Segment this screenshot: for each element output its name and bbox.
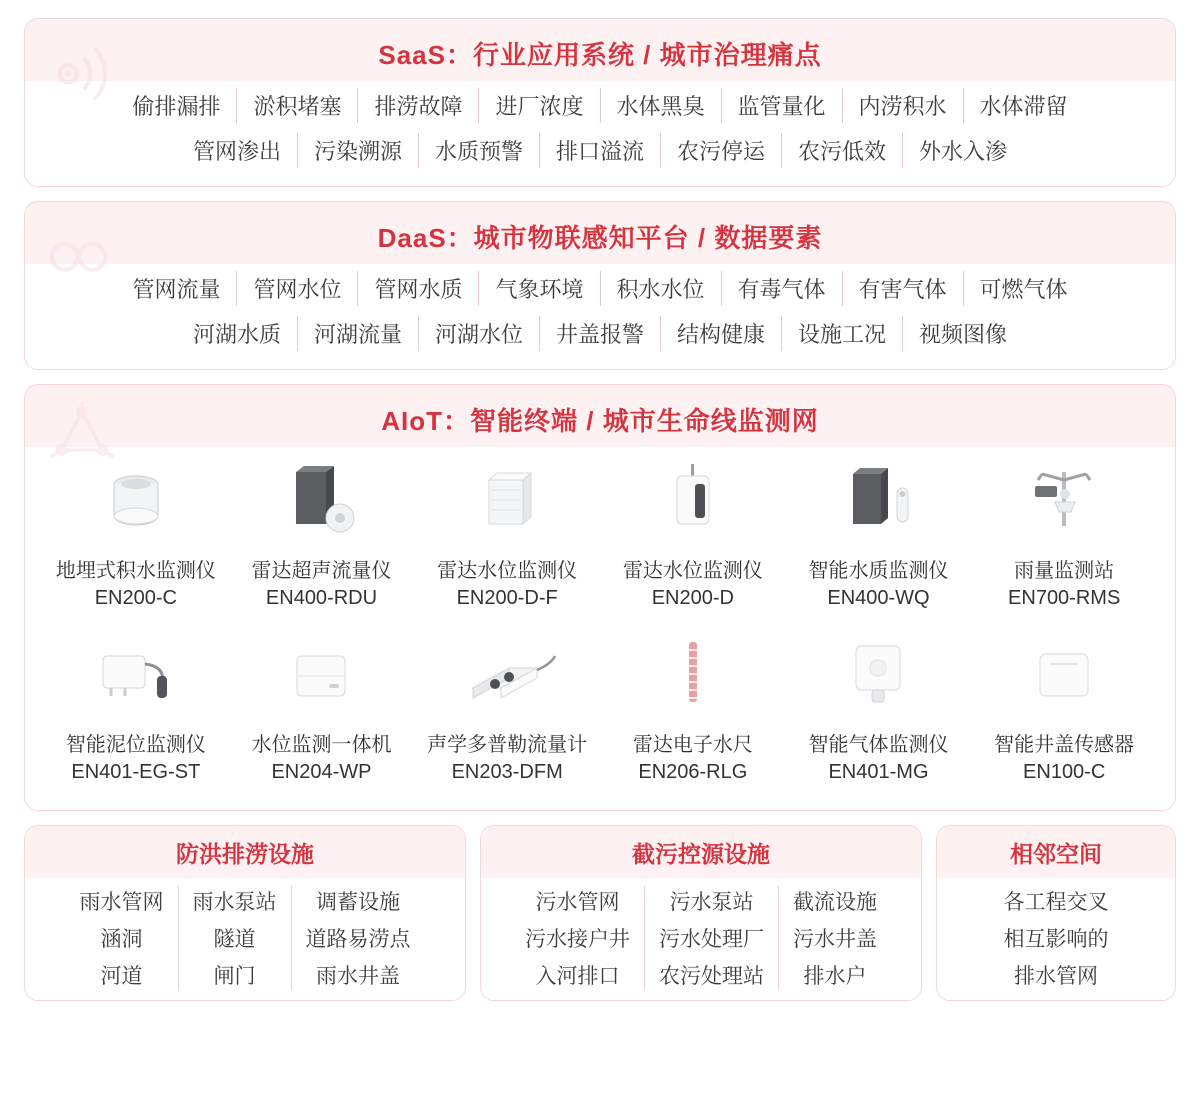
facility-item: 排水管网 [1014,965,1098,988]
saas-tag: 水质预警 [418,133,539,168]
electronic-water-gauge-icon [623,632,763,724]
gas-monitor-icon [808,632,948,724]
device-item [414,628,600,796]
daas-tag: 积水水位 [600,271,721,306]
facility-item: 排水户 [803,965,867,988]
device-item [600,454,786,622]
device-item [229,454,415,622]
daas-tag: 管网水位 [236,271,357,306]
facility-item: 雨水管网 [79,891,164,914]
radar-level-meter-icon [623,458,763,550]
daas-tag: 井盖报警 [539,316,660,351]
rain-gauge-station-icon [994,458,1134,550]
daas-tag: 有毒气体 [721,271,842,306]
facility-item: 涵洞 [100,928,143,951]
facility-item: 污水泵站 [669,891,754,914]
facility-column [178,886,291,990]
pollution-control-body [481,878,921,1000]
facility-item: 河道 [100,965,143,988]
saas-tag: 淤积堵塞 [236,88,357,123]
device-model: EN700-RMS [1008,587,1121,609]
saas-tag: 污染溯源 [297,133,418,168]
daas-tag: 河湖流量 [297,316,418,351]
device-model: EN401-MG [828,761,929,783]
doppler-flowmeter-icon [437,632,577,724]
device-item [600,628,786,796]
device-item [786,454,972,622]
daas-tag: 结构健康 [660,316,781,351]
facility-column [511,886,644,990]
manhole-cover-sensor-icon [994,632,1134,724]
device-name: 雷达超声流量仪 [251,560,392,582]
facility-item: 调蓄设施 [316,891,400,914]
device-model: EN206-RLG [638,761,748,783]
device-name: 智能泥位监测仪 [65,734,206,756]
device-model: EN204-WP [271,761,372,783]
flood-control-title: 防洪排涝设施 [25,826,465,878]
daas-tag: 设施工况 [781,316,902,351]
device-model: EN100-C [1023,761,1106,783]
daas-tag: 可燃气体 [963,271,1084,306]
saas-tag: 偷排漏排 [132,94,221,119]
device-name: 声学多普勒流量计 [427,734,588,756]
saas-card [24,18,1176,187]
device-name: 雨量监测站 [1014,560,1115,582]
device-item [971,628,1157,796]
device-model: EN400-WQ [827,587,930,609]
device-item [229,628,415,796]
device-name: 雷达电子水尺 [632,734,753,756]
facility-column [778,886,891,990]
facility-cards-row [24,825,1176,1001]
radar-level-meter-f-icon [437,458,577,550]
device-model: EN200-C [94,587,177,609]
facility-item: 雨水泵站 [192,891,277,914]
facility-item: 污水井盖 [793,928,877,951]
pollution-control-card [480,825,922,1001]
facility-item: 闸门 [213,965,256,988]
daas-tag: 气象环境 [478,271,599,306]
adjacent-space-card [936,825,1176,1001]
pollution-control-title: 截污控源设施 [481,826,921,878]
facility-column [66,886,178,990]
daas-tag: 管网水质 [357,271,478,306]
saas-tag: 排涝故障 [357,88,478,123]
facility-item: 污水接户井 [525,928,630,951]
facility-item: 入河排口 [535,965,620,988]
saas-tag: 排口溢流 [539,133,660,168]
flood-control-body [25,878,465,1000]
aiot-card [24,384,1176,811]
facility-column [291,886,425,990]
saas-tag: 农污停运 [660,133,781,168]
device-name: 智能气体监测仪 [808,734,949,756]
daas-tag: 视频图像 [902,316,1023,351]
radar-ultrasonic-flowmeter-icon [251,458,391,550]
facility-item: 各工程交叉 [1003,891,1109,914]
facility-item: 截流设施 [793,891,877,914]
saas-tag: 监管量化 [721,88,842,123]
device-item [43,628,229,796]
daas-tag: 管网流量 [132,277,221,302]
saas-tag: 水体滞留 [963,88,1084,123]
daas-tag-row-1 [53,271,1147,306]
daas-tag: 河湖水位 [418,316,539,351]
saas-tag: 农污低效 [781,133,902,168]
device-model: EN400-RDU [265,587,378,609]
device-name: 水位监测一体机 [251,734,392,756]
daas-tag-rows [25,265,1175,369]
daas-tag: 有害气体 [842,271,963,306]
facility-column [644,886,778,990]
facility-item: 隧道 [213,928,256,951]
saas-tag-row-2 [53,133,1147,168]
device-name: 智能水质监测仪 [808,560,949,582]
daas-title: DaaS：城市物联感知平台 / 数据要素 [377,223,823,253]
flood-control-card [24,825,466,1001]
facility-item: 雨水井盖 [316,965,400,988]
mud-level-monitor-icon [66,632,206,724]
facility-item: 农污处理站 [659,965,764,988]
adjacent-space-body [937,878,1175,1000]
device-model: EN200-D [651,587,734,609]
device-name: 雷达水位监测仪 [437,560,578,582]
saas-tag: 外水入渗 [902,133,1023,168]
facility-item: 相互影响的 [1003,928,1109,951]
adjacent-space-title: 相邻空间 [937,826,1175,878]
ground-water-sensor-icon [66,458,206,550]
saas-tag: 水体黑臭 [600,88,721,123]
facility-item: 道路易涝点 [305,928,411,951]
device-item [786,628,972,796]
facility-column [994,886,1119,990]
saas-tag: 内涝积水 [842,88,963,123]
saas-title: SaaS：行业应用系统 / 城市治理痛点 [378,40,822,70]
device-name: 雷达水位监测仪 [622,560,763,582]
daas-tag-row-2 [53,316,1147,351]
integrated-level-monitor-icon [251,632,391,724]
aiot-device-grid [25,448,1175,810]
saas-tag-row-1 [53,88,1147,123]
saas-tag-rows [25,82,1175,186]
facility-item: 污水处理厂 [659,928,764,951]
device-name: 智能井盖传感器 [994,734,1135,756]
daas-tag: 河湖水质 [192,322,281,347]
water-quality-monitor-icon [808,458,948,550]
device-item [971,454,1157,622]
device-model: EN200-D-F [456,587,558,609]
device-item [414,454,600,622]
facility-item: 污水管网 [535,891,620,914]
device-model: EN401-EG-ST [71,761,201,783]
device-item [43,454,229,622]
aiot-title: AIoT：智能终端 / 城市生命线监测网 [381,406,819,436]
device-name: 地埋式积水监测仪 [55,560,216,582]
daas-card [24,201,1176,370]
saas-tag: 管网渗出 [192,139,281,164]
saas-tag: 进厂浓度 [478,88,599,123]
device-model: EN203-DFM [451,761,563,783]
